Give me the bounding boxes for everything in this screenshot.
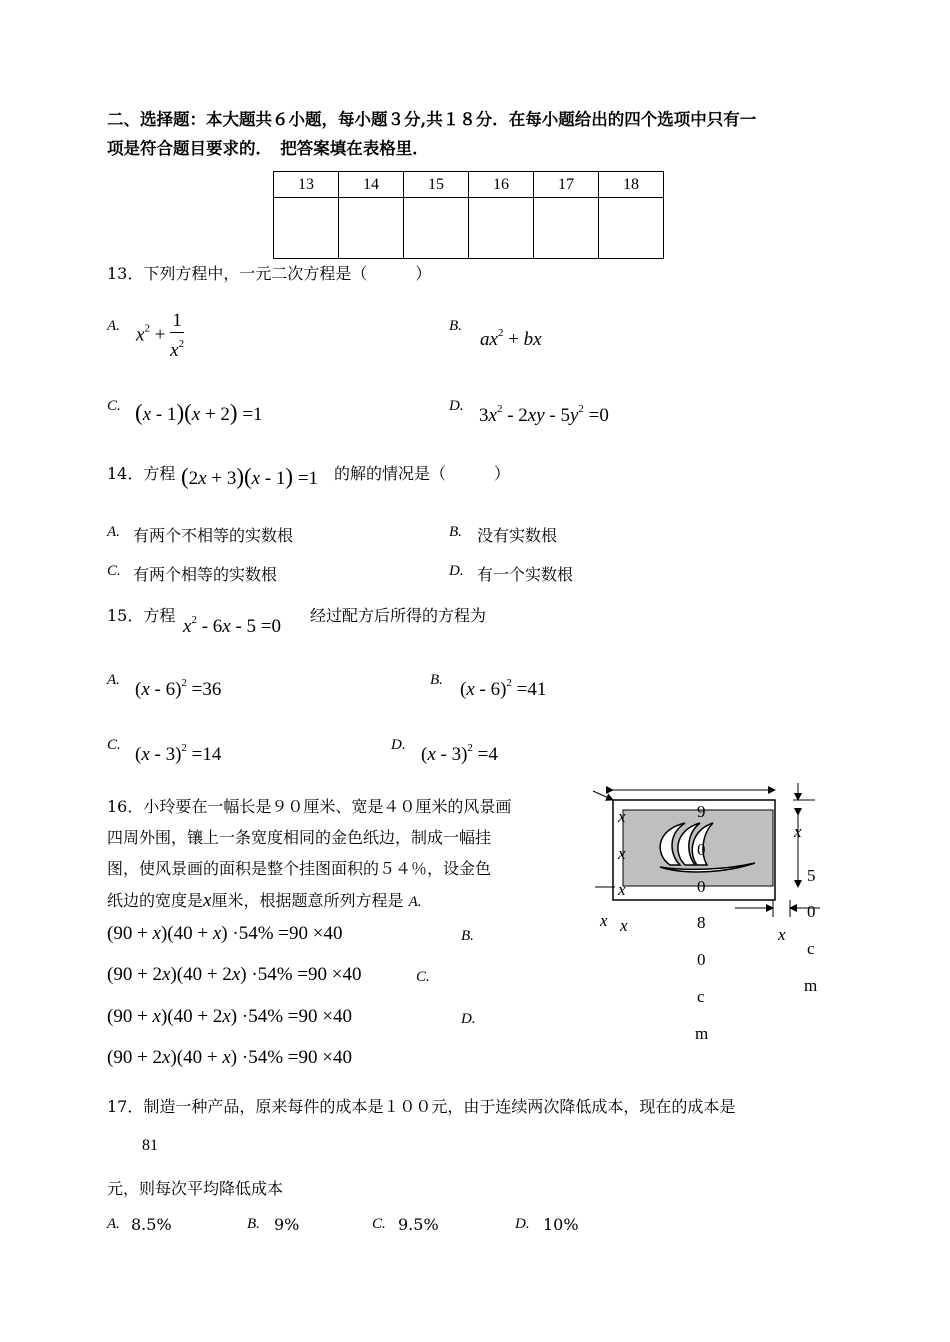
answer-cell-16[interactable] <box>469 198 534 259</box>
answer-cell-14[interactable] <box>339 198 404 259</box>
q14-label-a: A. <box>107 524 120 540</box>
answer-header-15: 15 <box>404 172 469 198</box>
q13-label-b: B. <box>449 318 462 334</box>
left-arrow-top <box>593 791 613 800</box>
fig-label-80-c: c <box>697 987 705 1006</box>
fig-x-2: x <box>618 844 626 863</box>
q17-line2: 81 <box>142 1137 158 1154</box>
q16-line2: 四周外围，镶上一条宽度相同的金色纸边，制成一幅挂 <box>107 828 492 847</box>
fig-label-50-5: 5 <box>807 866 816 885</box>
answer-header-17: 17 <box>534 172 599 198</box>
q13-option-b[interactable]: $ax^2$ + bx <box>480 327 542 350</box>
q16-line4 <box>107 888 421 912</box>
q17-option-b[interactable]: 9% <box>274 1215 300 1234</box>
q14-stem-post: 的解的情况是（ ） <box>334 464 511 483</box>
answer-header-13: 13 <box>274 172 339 198</box>
q16-line4-pre: 纸边的宽度是 <box>107 891 204 910</box>
q15-stem-post: 经过配方后所得的方程为 <box>310 606 487 625</box>
q16-label-d: D. <box>461 1011 476 1027</box>
fig-label-80-m: m <box>695 1024 709 1043</box>
q15-option-a[interactable]: (x - 6)$^2$ =36 <box>135 677 222 700</box>
q14-label-d: D. <box>449 563 464 579</box>
fig-label-90-0: 0 <box>697 840 706 859</box>
answer-cell-15[interactable] <box>404 198 469 259</box>
fig-x-3: x <box>618 880 626 899</box>
q17-option-d[interactable]: 10% <box>543 1215 579 1234</box>
fig-x-1: x <box>618 807 626 826</box>
q14-option-a[interactable]: 有两个不相等的实数根 <box>133 526 294 545</box>
q16-label-c: C. <box>416 969 430 985</box>
q17-label-c: C. <box>372 1216 386 1232</box>
q16-label-a: A. <box>408 894 422 910</box>
q15-equation: $x^2 - 6x - 5 =0$ <box>183 614 281 637</box>
q17-option-a[interactable]: 8.5% <box>131 1215 172 1234</box>
answer-table <box>273 171 664 259</box>
q16-option-d[interactable]: (90 + 2x)(40 + x) ·54% =90 ×40 <box>107 1047 352 1068</box>
q14-option-c[interactable]: 有两个相等的实数根 <box>133 565 278 584</box>
q15-label-c: C. <box>107 737 121 753</box>
q13-label-d: D. <box>449 398 464 414</box>
fig-x-right: x <box>794 822 802 841</box>
q13-label-c: C. <box>107 398 121 414</box>
q13-option-d[interactable]: $3x^2 - 2xy - 5y^2 =0$ <box>479 403 609 426</box>
q13-option-a[interactable]: $x^2$ + $\frac{1}{x^2}$ <box>136 310 185 361</box>
fig-x-bottom-3: x <box>778 925 786 944</box>
q15-option-c[interactable]: (x - 3)$^2$ =14 <box>135 742 222 765</box>
q14-option-b[interactable]: 没有实数根 <box>477 526 558 545</box>
q15-label-a: A. <box>107 672 120 688</box>
q17-label-a: A. <box>107 1216 120 1232</box>
answer-header-18: 18 <box>599 172 664 198</box>
fig-label-80-0: 0 <box>697 877 706 896</box>
q16-option-a[interactable]: (90 + x)(40 + x) ·54% =90 ×40 <box>107 923 343 944</box>
q14-stem-pre: 14．方程 <box>107 464 176 483</box>
q14-label-b: B. <box>449 524 462 540</box>
fig-label-50-0: 0 <box>807 902 816 921</box>
q13-label-a: A. <box>107 318 120 334</box>
fig-label-80-00: 0 <box>697 950 706 969</box>
q17-option-c[interactable]: 9.5% <box>398 1215 439 1234</box>
q16-label-b: B. <box>461 928 474 944</box>
q14-label-c: C. <box>107 563 121 579</box>
fig-label-50-c: c <box>807 939 815 958</box>
q14-option-d[interactable]: 有一个实数根 <box>477 565 574 584</box>
section-title-line2: 项是符合题目要求的． 把答案填在表格里． <box>107 139 429 158</box>
section-title-line1: 二、选择题：本大题共６小题，每小题３分,共１８分．在每小题给出的四个选项中只有一 <box>107 110 757 129</box>
answer-header-14: 14 <box>339 172 404 198</box>
q13-option-c[interactable]: (x - 1)(x + 2) =1 <box>135 400 263 425</box>
q16-option-c[interactable]: (90 + x)(40 + 2x) ·54% =90 ×40 <box>107 1006 352 1027</box>
fig-label-50-m: m <box>804 976 818 995</box>
q17-line1: 17．制造一种产品，原来每件的成本是１００元，由于连续两次降低成本，现在的成本是 <box>107 1097 736 1116</box>
q16-line4-post: 厘米，根据题意所列方程是 <box>211 891 404 910</box>
q16-line3: 图，使风景画的面积是整个挂图面积的５４％，设金色 <box>107 859 492 878</box>
q15-label-b: B. <box>430 672 443 688</box>
answer-header-16: 16 <box>469 172 534 198</box>
q16-line4-var: x <box>203 890 212 911</box>
q15-option-d[interactable]: (x - 3)$^2$ =4 <box>421 742 498 765</box>
q15-stem-pre: 15．方程 <box>107 606 176 625</box>
answer-cell-18[interactable] <box>599 198 664 259</box>
q14-equation: (2x + 3)(x - 1) =1 <box>181 464 319 489</box>
q15-label-d: D. <box>391 737 406 753</box>
q16-line1: 16．小玲要在一幅长是９０厘米、宽是４０厘米的风景画 <box>107 797 512 816</box>
q17-label-d: D. <box>515 1216 530 1232</box>
fig-x-bottom-1: x <box>600 911 608 930</box>
q15-option-b[interactable]: (x - 6)$^2$ =41 <box>460 677 547 700</box>
q17-line3: 元，则每次平均降低成本 <box>107 1179 284 1198</box>
fig-label-90-9: 9 <box>697 802 706 821</box>
q16-option-b[interactable]: (90 + 2x)(40 + 2x) ·54% =90 ×40 <box>107 964 362 985</box>
q13-stem: 13．下列方程中，一元二次方程是（ ） <box>107 264 432 283</box>
fig-x-bottom-2: x <box>620 916 628 935</box>
answer-cell-17[interactable] <box>534 198 599 259</box>
q17-label-b: B. <box>247 1216 260 1232</box>
fig-label-80-8: 8 <box>697 913 706 932</box>
answer-cell-13[interactable] <box>274 198 339 259</box>
